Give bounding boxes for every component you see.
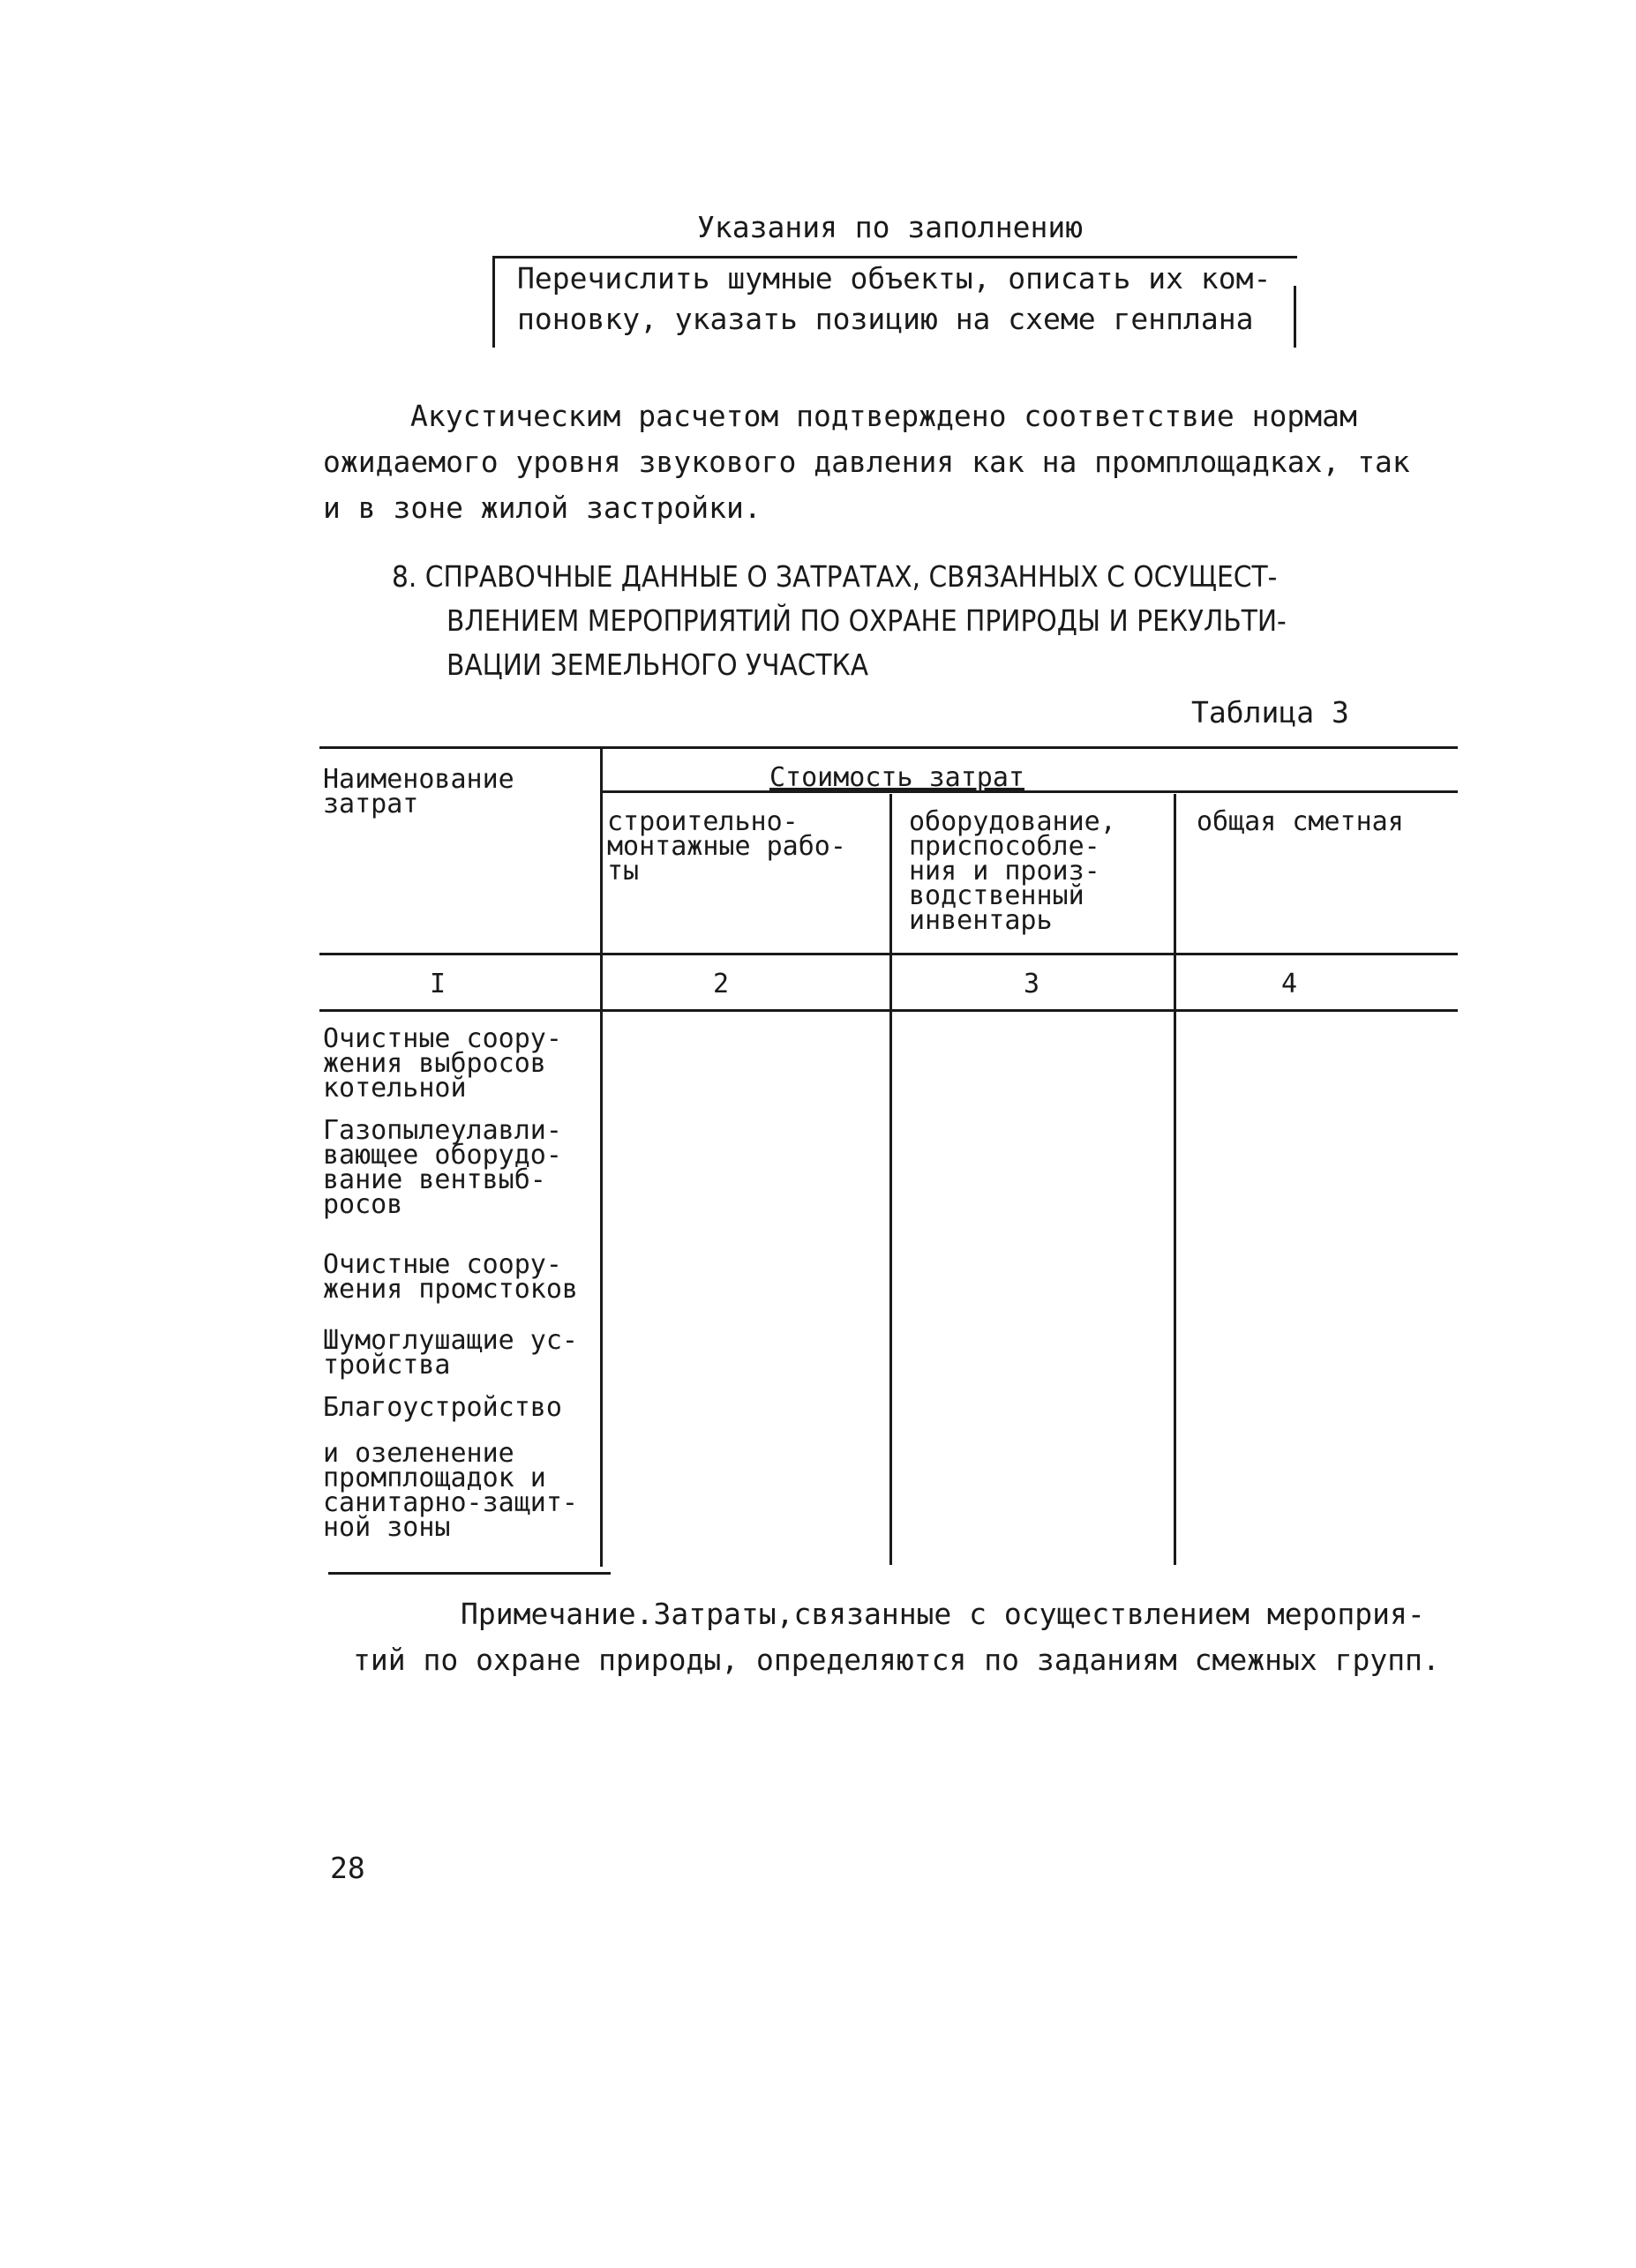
section-heading-line-3: ВАЦИИ ЗЕМЕЛЬНОГО УЧАСТКА — [447, 647, 869, 682]
note-line-1: Примечание.Затраты,связанные с осуществлением мероприя- — [461, 1597, 1425, 1631]
column-number-1: I — [430, 969, 447, 999]
section-heading-line-2: ВЛЕНИЕМ МЕРОПРИЯТИЙ ПО ОХРАНЕ ПРИРОДЫ И РЕКУЛЬТИ- — [447, 603, 1287, 638]
table-row: и озеленение промплощадок и санитарно-защит- ной зоны — [323, 1438, 578, 1543]
table-row: Очистные соору- жения промстоков — [323, 1249, 578, 1305]
instructions-box-line-1: Перечислить шумные объекты, описать их ком- — [517, 261, 1272, 296]
instructions-box-line-2: поновку, указать позицию на схеме генплана — [517, 302, 1254, 336]
group-header: Стоимость затрат — [769, 762, 1024, 793]
column-number-4: 4 — [1281, 969, 1298, 999]
col1-header: Наименование затрат — [323, 764, 514, 820]
cost-table — [319, 746, 1458, 1576]
page-number: 28 — [330, 1851, 365, 1885]
column-number-3: 3 — [1024, 969, 1040, 999]
col4-header: общая сметная — [1197, 806, 1404, 837]
paragraph-line-3: и в зоне жилой застройки. — [323, 490, 762, 525]
note-line-2: тий по охране природы, определяются по заданиям смежных групп. — [353, 1643, 1440, 1677]
table-row: Благоустройство — [323, 1392, 562, 1423]
table-row: Очистные соору- жения выбросов котельной — [323, 1023, 562, 1104]
paragraph-line-1: Акустическим расчетом подтверждено соответствие нормам — [410, 399, 1357, 433]
table-label: Таблица 3 — [1191, 695, 1349, 730]
section-heading-line-1: 8. СПРАВОЧНЫЕ ДАННЫЕ О ЗАТРАТАХ, СВЯЗАННЫХ С ОСУЩЕСТ- — [392, 559, 1278, 594]
instructions-title: Указания по заполнению — [697, 210, 1084, 244]
instructions-box — [492, 256, 1297, 348]
column-number-2: 2 — [713, 969, 730, 999]
table-row: Газопылеулавли- вающее оборудо- вание вентвыб- росов — [323, 1115, 562, 1220]
col2-header: строительно- монтажные рабо- ты — [607, 806, 846, 887]
paragraph-line-2: ожидаемого уровня звукового давления как на промплощадках, так — [323, 445, 1410, 479]
col3-header: оборудование, приспособле- ния и произ- водственный инвентарь — [909, 806, 1116, 936]
table-row: Шумоглушащие ус- тройства — [323, 1325, 578, 1381]
